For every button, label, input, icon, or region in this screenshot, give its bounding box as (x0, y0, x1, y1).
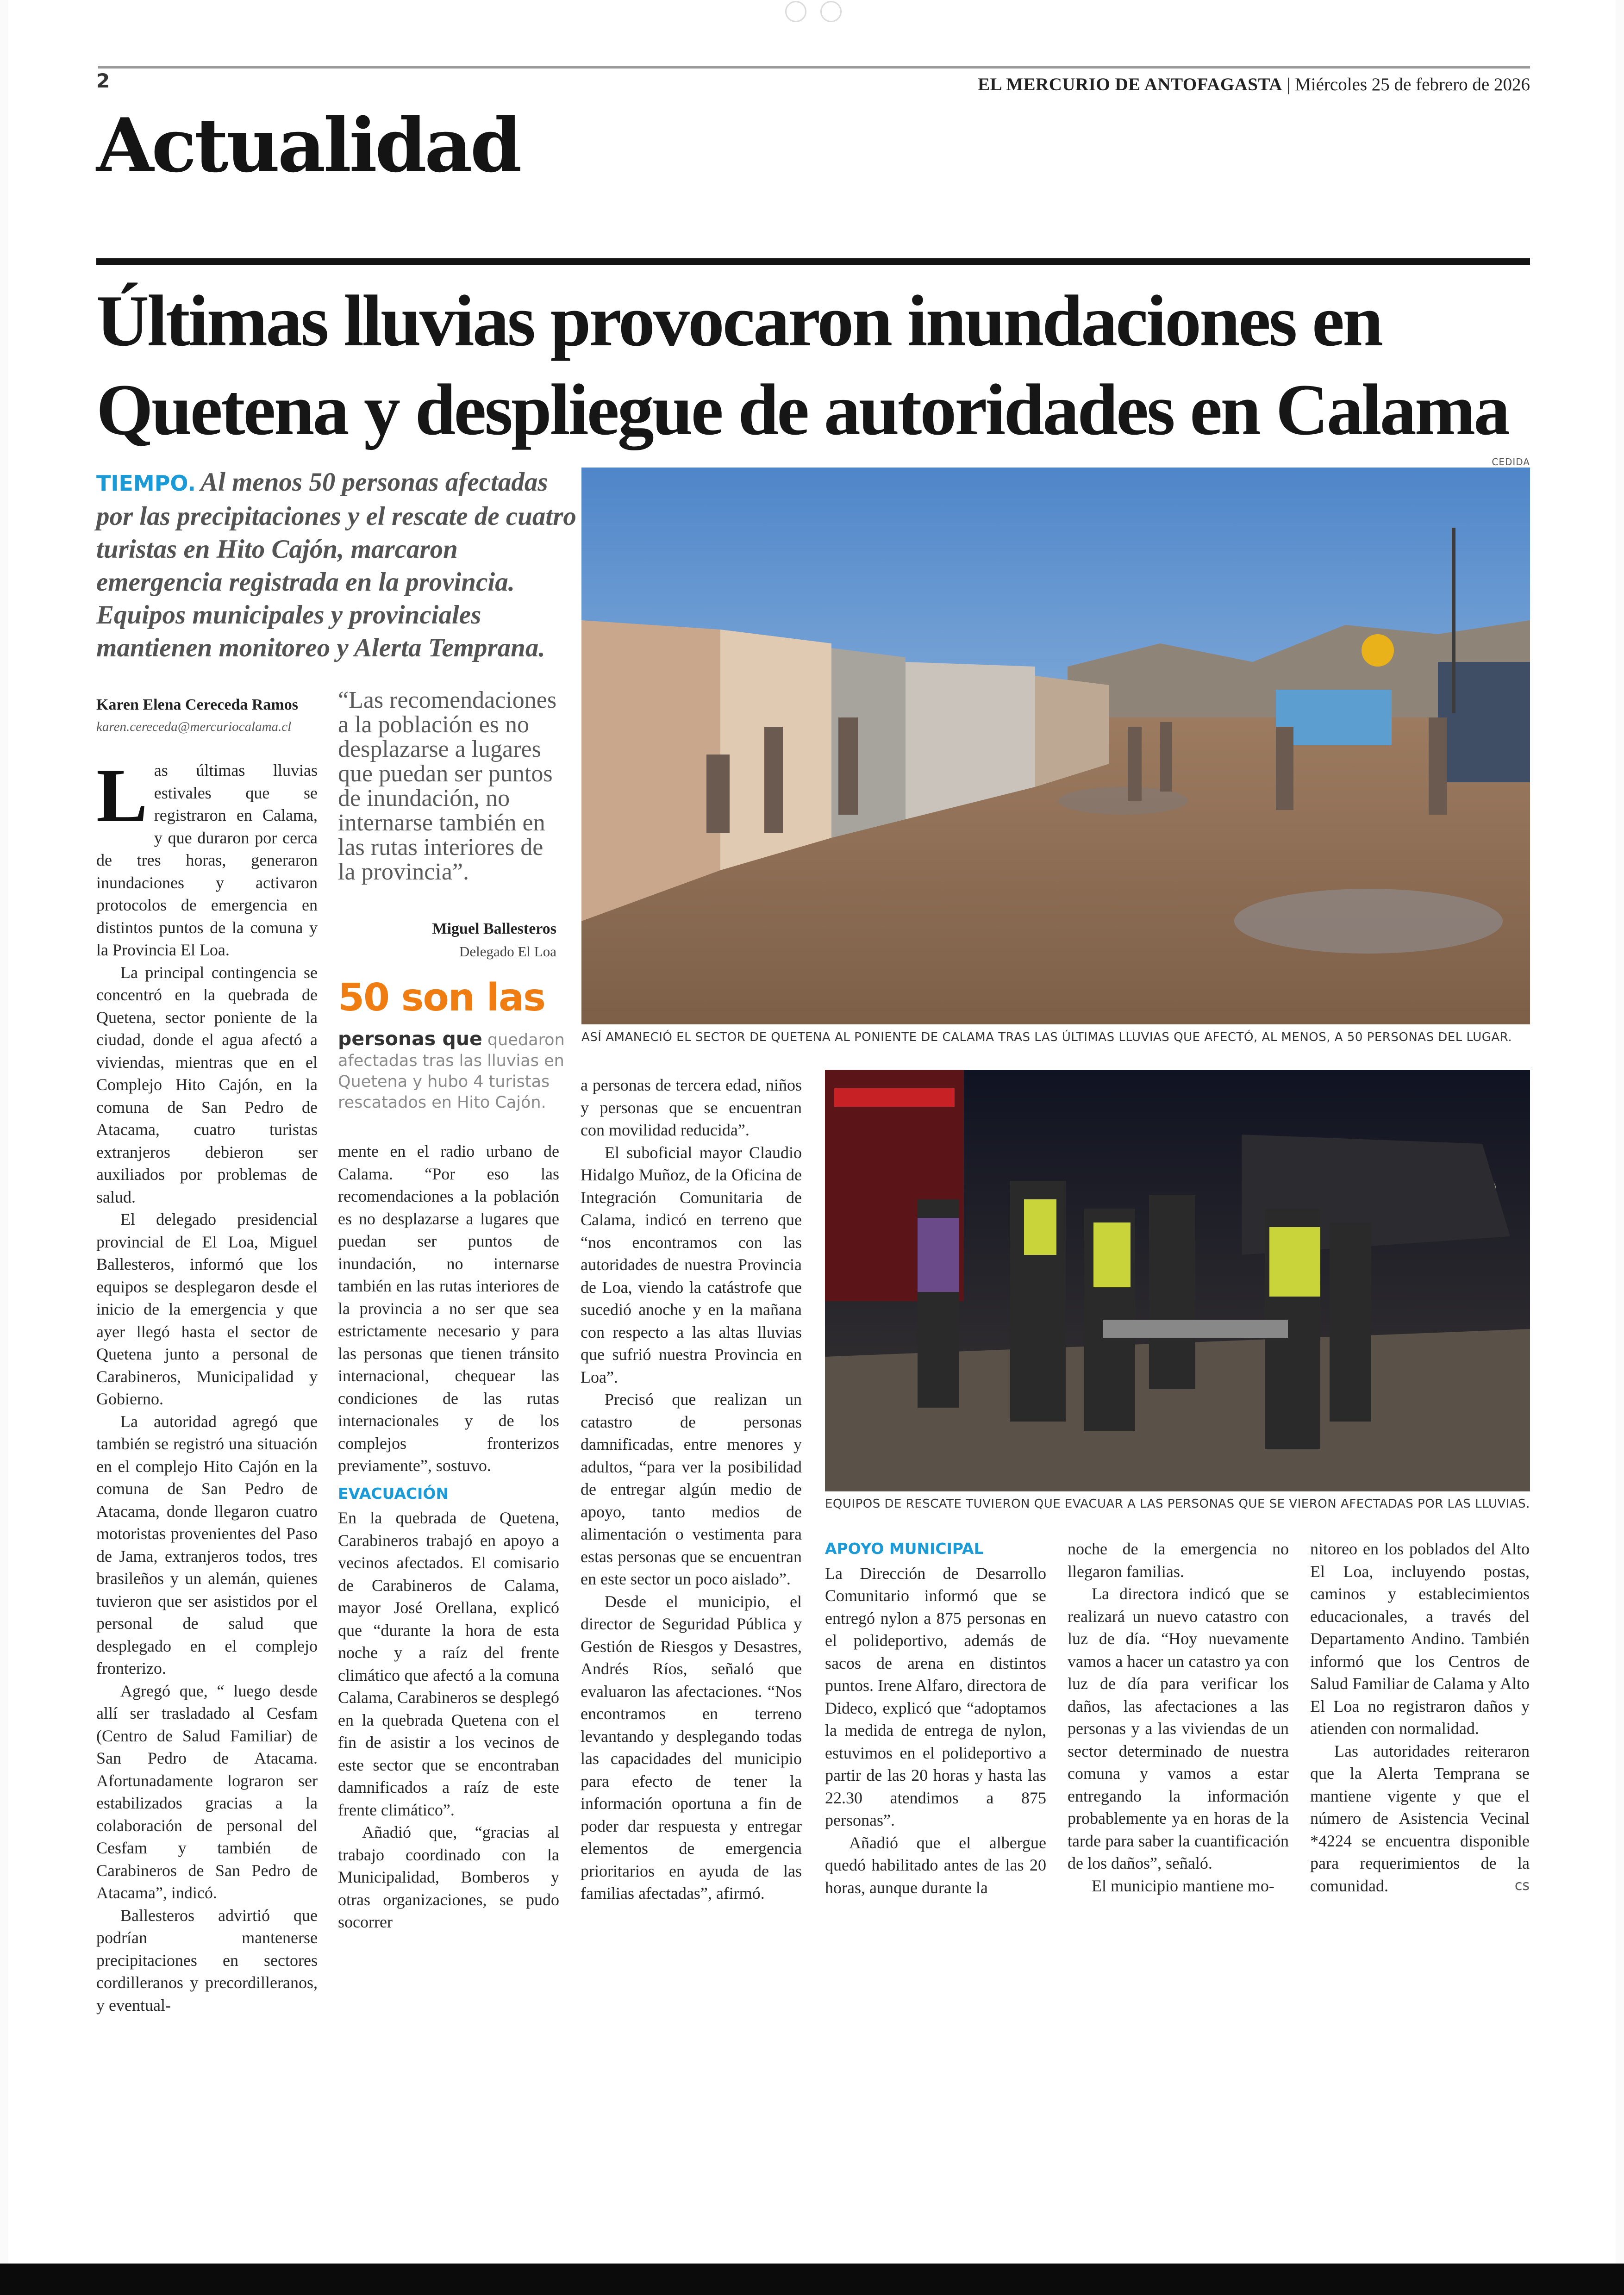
body-column-2 (338, 1140, 559, 1933)
body-column-4 (825, 1538, 1046, 1899)
photo-credit: CEDIDA (1492, 456, 1530, 468)
lede-text: Al menos 50 personas afectadas por las precipitaciones y el rescate de cuatro turistas en Hito Cajón, marcaron emergencia registrada en la provincia. Equipos municipales y provinciales mantienen monitoreo y Alerta Temprana. (96, 468, 576, 662)
lede-tag: TIEMPO. (96, 471, 196, 496)
article-headline (96, 277, 1536, 455)
subhead-evacuacion: EVACUACIÓN (338, 1484, 449, 1503)
photo-flooded-quetena (581, 468, 1530, 1024)
masthead-separator: | (1287, 75, 1291, 94)
paragraph: Las últimas lluvias estivales que se registraron en Calama, y que duraron por cerca de tres horas, generaron inundaciones y activaron protocolos de emergencia en distintos puntos de la comuna y la Provincia El Loa. (96, 753, 318, 959)
body-column-5 (1068, 1538, 1289, 1897)
headline-line-1: Últimas lluvias provocaron inundaciones en (96, 281, 1381, 362)
quote-author-role: Delegado El Loa (459, 943, 556, 960)
body-column-6 (1310, 1538, 1530, 1897)
paragraph: En la quebrada de Quetena, Carabineros trabajó en apoyo a vecinos afectados. El comisario de Carabineros de Calama, mayor José Orellana, explicó que “durante la hora de esta noche y a raíz del frente climático que afectó a la comuna Calama, Carabineros se desplegó en la quebrada Quetena con el fin de asistir a los vecinos de este sector que se encontraban damnificados a raíz de este frente climático”. (338, 1509, 559, 1819)
photo-caption-2: EQUIPOS DE RESCATE TUVIERON QUE EVACUAR A LAS PERSONAS QUE SE VIERON AFECTADAS POR LAS LLUVIAS. (825, 1497, 1530, 1511)
body-column-1 (96, 753, 318, 2016)
paragraph: Precisó que realizan un catastro de personas damnificadas, entre menores y adultos, “para ver la posibilidad de entregar algún medio de apoyo, tanto medios de alimentación o vestimenta para estas personas que se encuentran en este sector un poco aislado”. (581, 1390, 802, 1588)
paragraph: La autoridad agregó que también se registró una situación en el complejo Hito Cajón en la comuna de San Pedro de Atacama, donde llegaron cuatro motoristas provenientes del Paso de Jama, extranjeros todos, tres brasileños y un alemán, quienes tuvieron que ser asistidos por el personal de salud que desplegado en el complejo fronterizo. (96, 1412, 318, 1678)
paragraph: noche de la emergencia no llegaron familias. (1068, 1540, 1289, 1581)
article-lede (96, 466, 578, 664)
viewer-page-indicator (785, 1, 842, 22)
section-title: Actualidad (96, 102, 520, 189)
paragraph: La Dirección de Desarrollo Comunitario informó que se entregó nylon a 875 personas en el polideportivo, además de sacos de arena en distintos puntos. Irene Alfaro, directora de Dideco, explicó que “adoptamos la medida de entrega de nylon, estuvimos en el polideportivo a partir de las 20 horas y hasta las 22.30 atendimos a 875 personas”. (825, 1564, 1046, 1829)
publication-date: Miércoles 25 de febrero de 2026 (1295, 75, 1530, 94)
pull-quote: “Las recomendaciones a la población es no desplazarse a lugares que puedan ser puntos de inundación, no internarse también en las rutas interiores de la provincia”. (338, 687, 557, 885)
page-number: 2 (96, 69, 110, 92)
quote-author: Miguel Ballesteros (432, 920, 556, 937)
paragraph: El suboficial mayor Claudio Hidalgo Muñoz, de la Oficina de Integración Comunitaria de Calama, indicó en terreno que “nos encontramos con las autoridades de nuestra Provincia de Loa, viendo la catástrofe que sucedió anoche y en la mañana con respecto a las altas lluvias que sufrió nuestra Provincia en Loa”. (581, 1143, 802, 1386)
paragraph: El municipio mantiene mo- (1092, 1876, 1274, 1895)
paragraph: Añadió que, “gracias al trabajo coordinado con la Municipalidad, Bomberos y otras organizaciones, se pudo socorrer (338, 1823, 559, 1931)
paragraph: Agregó que, “ luego desde allí ser trasladado al Cesfam (Centro de Salud Familiar) de San Pedro de Atacama. Afortunadamente lograron ser estabilizados gracias a la colaboración de personal del Cesfam y también de Carabineros de San Pedro de Atacama”, indicó. (96, 1681, 318, 1902)
body-column-3 (581, 1074, 802, 1905)
paragraph: El delegado presidencial provincial de El Loa, Miguel Ballesteros, informó que los equipos se desplegaron desde el inicio de la emergencia y que ayer llegó hasta el sector de Quetena junto a personal de Carabineros, Municipalidad y Gobierno. (96, 1210, 318, 1408)
paragraph: La directora indicó que se realizará un nuevo catastro con luz de día. “Hoy nuevamente vamos a hacer un catastro ya con luz de día para verificar los daños, las afectaciones a las personas y a las viviendas de un sector determinado de nuestra comuna y vamos a estar entregando la información probablemente ya en horas de la tarde para saber la cuantificación de los daños”, señaló. (1068, 1584, 1289, 1872)
stat-description: personas que quedaron afectadas tras las lluvias en Quetena y hubo 4 turistas rescatados en Hito Cajón. (338, 1028, 565, 1112)
paragraph: La principal contingencia se concentró en la quebrada de Quetena, sector poniente de la ciudad, donde el agua afectó a viviendas, mientras que en el Complejo Hito Cajón, en la comuna de San Pedro de Atacama, cuatro turistas extranjeros debieron ser auxiliados por problemas de salud. (96, 963, 318, 1206)
author-email[interactable]: karen.cereceda@mercuriocalama.cl (96, 719, 292, 734)
paragraph: mente en el radio urbano de Calama. “Por eso las recomendaciones a la población es no desplazarse a lugares que puedan ser puntos de inundación, no internarse también en las rutas interiores de la provincia a no ser que sea estrictamente necesario y para las personas que tienen tránsito internacional, chequear las condiciones de las rutas internacionales y de los complejos fronterizos previamente”, sostuvo. (338, 1142, 559, 1475)
publication-name: EL MERCURIO DE ANTOFAGASTA (978, 75, 1282, 94)
paragraph: Ballesteros advirtió que podrían mantenerse precipitaciones en sectores cordilleranos y precordilleranos, y eventual- (96, 1906, 318, 2014)
paragraph: Las autoridades reiteraron que la Alerta Temprana se mantiene vigente y que el número de Asistencia Vecinal *4224 se encuentra disponible para requerimientos de la comunidad. cs (1310, 1740, 1530, 1897)
paragraph: nitoreo en los poblados del Alto El Loa, incluyendo postas, caminos y establecimientos educacionales, a través del Departamento Andino. También informó que los Centros de Salud Familiar de Calama y Alto El Loa no registraron daños y atienden con normalidad. (1310, 1540, 1530, 1738)
stat-bold-lead: personas que (338, 1028, 482, 1050)
headline-line-2: Quetena y despliegue de autoridades en Calama (96, 369, 1509, 450)
photo-caption-1: ASÍ AMANECIÓ EL SECTOR DE QUETENA AL PONIENTE DE CALAMA TRAS LAS ÚLTIMAS LLUVIAS QUE AFECTÓ, AL MENOS, A 50 PERSONAS DEL LUGAR. (581, 1030, 1512, 1044)
masthead (978, 74, 1530, 95)
prev-page-dot[interactable] (785, 1, 806, 22)
stat-figure: 50 son las (338, 976, 545, 1020)
author-name: Karen Elena Cereceda Ramos (96, 696, 298, 713)
drop-cap: L (96, 753, 148, 838)
subhead-apoyo-municipal: APOYO MUNICIPAL (825, 1540, 984, 1558)
next-page-dot[interactable] (820, 1, 842, 22)
headline-rule (96, 258, 1530, 265)
paragraph: a personas de tercera edad, niños y personas que se encuentran con movilidad reducida”. (581, 1076, 802, 1139)
top-rule (98, 66, 1530, 69)
end-mark-icon: cs (1514, 1877, 1530, 1894)
photo-night-rescue (825, 1070, 1530, 1491)
viewer-bottom-bar (0, 2264, 1624, 2295)
paragraph: Desde el municipio, el director de Seguridad Pública y Gestión de Riesgos y Desastres, Andrés Ríos, señaló que evaluaron las afectaciones. “Nos encontramos en terreno levantando y desplegando todas las capacidades del municipio para efecto de tener la información oportuna a fin de poder dar respuesta y entregar elementos de emergencia prioritarios en ayuda de las familias afectadas”, afirmó. (581, 1592, 802, 1902)
paragraph: Añadió que el albergue quedó habilitado antes de las 20 horas, aunque durante la (825, 1833, 1046, 1897)
